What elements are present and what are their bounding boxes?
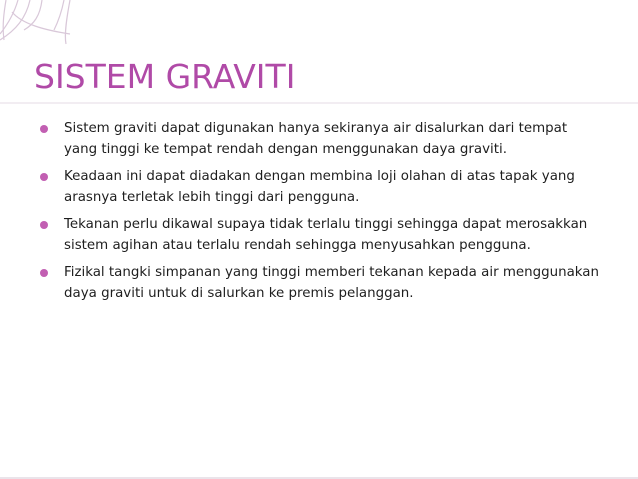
bullet-dot-icon bbox=[40, 269, 48, 277]
slide-title: SISTEM GRAVITI bbox=[34, 57, 296, 96]
bullet-list bbox=[40, 118, 600, 310]
curve-line-1 bbox=[3, 0, 6, 40]
bullet-item bbox=[40, 166, 600, 208]
bullet-item bbox=[40, 214, 600, 256]
bullet-text: Fizikal tangki simpanan yang tinggi memberi tekanan kepada air menggunakan daya graviti untuk di salurkan ke premis pelanggan. bbox=[64, 265, 599, 301]
bullet-dot-icon bbox=[40, 125, 48, 133]
curve-line-7 bbox=[12, 12, 70, 34]
bullet-item bbox=[40, 118, 600, 160]
curve-line-6 bbox=[65, 0, 70, 44]
bullet-dot-icon bbox=[40, 221, 48, 229]
curve-line-4 bbox=[24, 0, 42, 30]
curve-line-2 bbox=[0, 0, 18, 34]
bullet-text: Sistem graviti dapat digunakan hanya sekiranya air disalurkan dari tempat yang tinggi ke tempat rendah dengan menggunakan daya graviti. bbox=[64, 121, 568, 157]
bullet-text: Tekanan perlu dikawal supaya tidak terlalu tinggi sehingga dapat merosakkan sistem agihan atau terlalu rendah sehingga menyusahkan pengguna. bbox=[64, 217, 588, 253]
curve-line-5 bbox=[54, 0, 64, 30]
curve-line-3 bbox=[0, 0, 30, 40]
bullet-item bbox=[40, 262, 600, 304]
bullet-text: Keadaan ini dapat diadakan dengan membina loji olahan di atas tapak yang arasnya terletak lebih tinggi dari pengguna. bbox=[64, 169, 575, 205]
bullet-dot-icon bbox=[40, 173, 48, 181]
